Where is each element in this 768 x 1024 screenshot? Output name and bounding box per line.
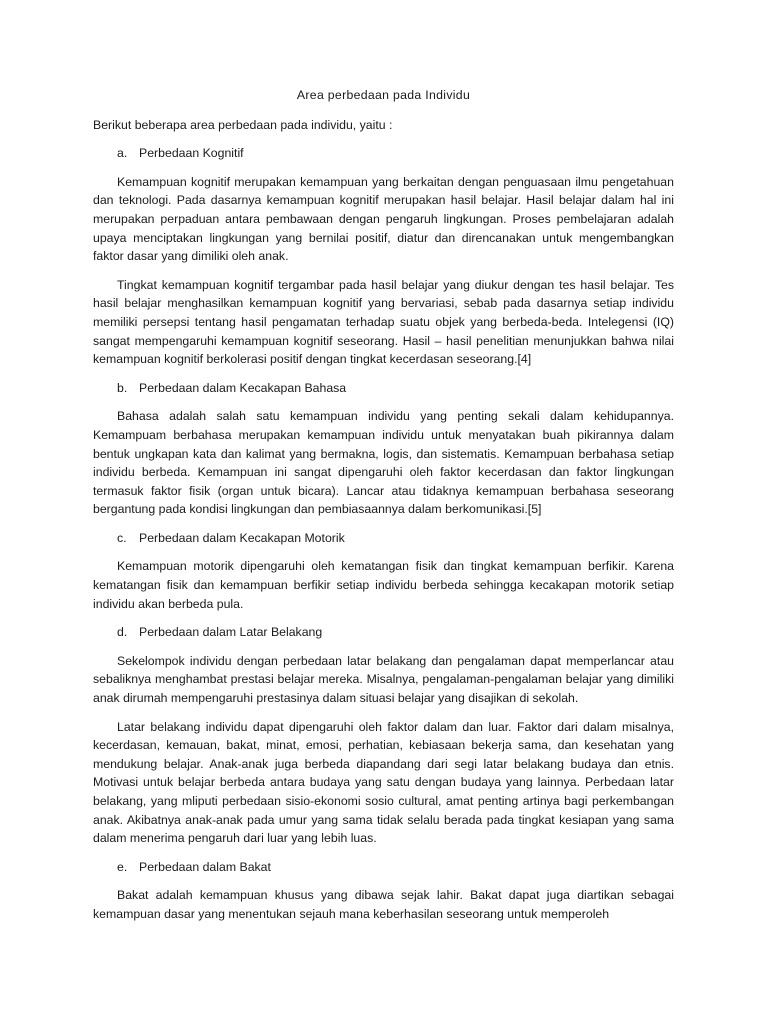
section-heading-latar-belakang	[93, 623, 674, 642]
document-content	[93, 86, 674, 924]
section-letter: e.	[117, 859, 128, 874]
paragraph: Kemampuan motorik dipengaruhi oleh kematangan fisik dan tingkat kemampuan berfikir. Karena kematangan fisik dan kemampuan berfikir setiap individu berbeda sehingga kecakapan motorik setiap individu akan berbeda pula.	[93, 559, 674, 611]
section-title: Perbedaan dalam Latar Belakang	[139, 625, 323, 640]
paragraph: Kemampuan kognitif merupakan kemampuan yang berkaitan dengan penguasaan ilmu pengetahuan dan teknologi. Pada dasarnya kemampuan kognitif merupakan hasil belajar. Hasil belajar dalam hal ini merupakan perpaduan antara pembawaan dengan pengaruh lingkungan. Proses pembelajaran adalah upaya menciptakan lingkungan yang bernilai positif, diatur dan direncanakan untuk mengembangkan faktor dasar yang dimiliki oleh anak.	[93, 174, 674, 264]
section-letter: b.	[117, 380, 128, 395]
document-title: Area perbedaan pada Individu	[296, 88, 471, 102]
paragraph: Tingkat kemampuan kognitif tergambar pada hasil belajar yang diukur dengan tes hasil belajar. Tes hasil belajar menghasilkan kemampuan kognitif yang bervariasi, sebab pada dasarnya setiap individu memiliki persepsi tentang hasil pengamatan terhadap suatu objek yang berbeda-beda. Intelegensi (IQ) sangat mempengaruhi kemampuan kognitif seseorang. Hasil – hasil penelitian menunjukkan bahwa nilai kemampuan kognitif berkolerasi positif dengan tingkat kecerdasan seseorang.[4]	[93, 277, 674, 367]
section-letter: c.	[117, 530, 127, 545]
paragraph: Bahasa adalah salah satu kemampuan individu yang penting sekali dalam kehidupannya. Kemampuam berbahasa merupakan kemampuan individu untuk menyatakan buah pikirannya dalam bentuk ungkapan kata dan kalimat yang bermakna, logis, dan sistematis. Kemampuan berbahasa setiap individu berbeda. Kemampuan ini sangat dipengaruhi oleh faktor kecerdasan dan faktor lingkungan termasuk faktor fisik (organ untuk bicara). Lancar atau tidaknya kemampuan berbahasa seseorang bergantung pada kondisi lingkungan dan pembiasaannya dalam berkomunikasi.[5]	[93, 409, 674, 517]
section-heading-bakat	[93, 858, 674, 877]
section-letter: a.	[117, 146, 128, 161]
section-title: Perbedaan dalam Kecakapan Motorik	[139, 530, 345, 545]
section-heading-motorik	[93, 529, 674, 548]
paragraph: Sekelompok individu dengan perbedaan latar belakang dan pengalaman dapat memperlancar atau sebaliknya menghambat prestasi belajar mereka. Misalnya, pengalaman-pengalaman belajar yang dimiliki anak dirumah mempengaruhi prestasinya dalam situasi belajar yang disajikan di sekolah.	[93, 653, 674, 706]
section-title: Perbedaan Kognitif	[139, 146, 244, 161]
section-heading-bahasa	[93, 379, 674, 398]
intro-text: Berikut beberapa area perbedaan pada individu, yaitu :	[93, 117, 393, 132]
section-title: Perbedaan dalam Kecakapan Bahasa	[139, 380, 347, 395]
section-heading-kognitif	[93, 144, 674, 163]
paragraph: Bakat adalah kemampuan khusus yang dibawa sejak lahir. Bakat dapat juga diartikan sebagai kemampuan dasar yang menentukan sejauh mana keberhasilan seseorang untuk memperoleh	[93, 888, 674, 921]
section-letter: d.	[117, 625, 128, 640]
section-title: Perbedaan dalam Bakat	[139, 859, 271, 874]
paragraph: Latar belakang individu dapat dipengaruhi oleh faktor dalam dan luar. Faktor dari dalam misalnya, kecerdasan, kemauan, bakat, minat, emosi, perhatian, kebiasaan bekerja sama, dan kesehatan yang mendukung belajar. Anak-anak juga berbeda diapandang dari segi latar belakang budaya dan etnis. Motivasi untuk belajar berbeda antara budaya yang satu dengan budaya yang lainnya. Perbedaan latar belakang, yang mliputi perbedaan sisio-ekonomi sosio cultural, amat penting artinya bagi perkembangan anak. Akibatnya anak-anak pada umur yang sama tidak selalu berada pada tingkat kesiapan yang sama dalam menerima pengaruh dari luar yang lebih luas.	[93, 719, 674, 846]
